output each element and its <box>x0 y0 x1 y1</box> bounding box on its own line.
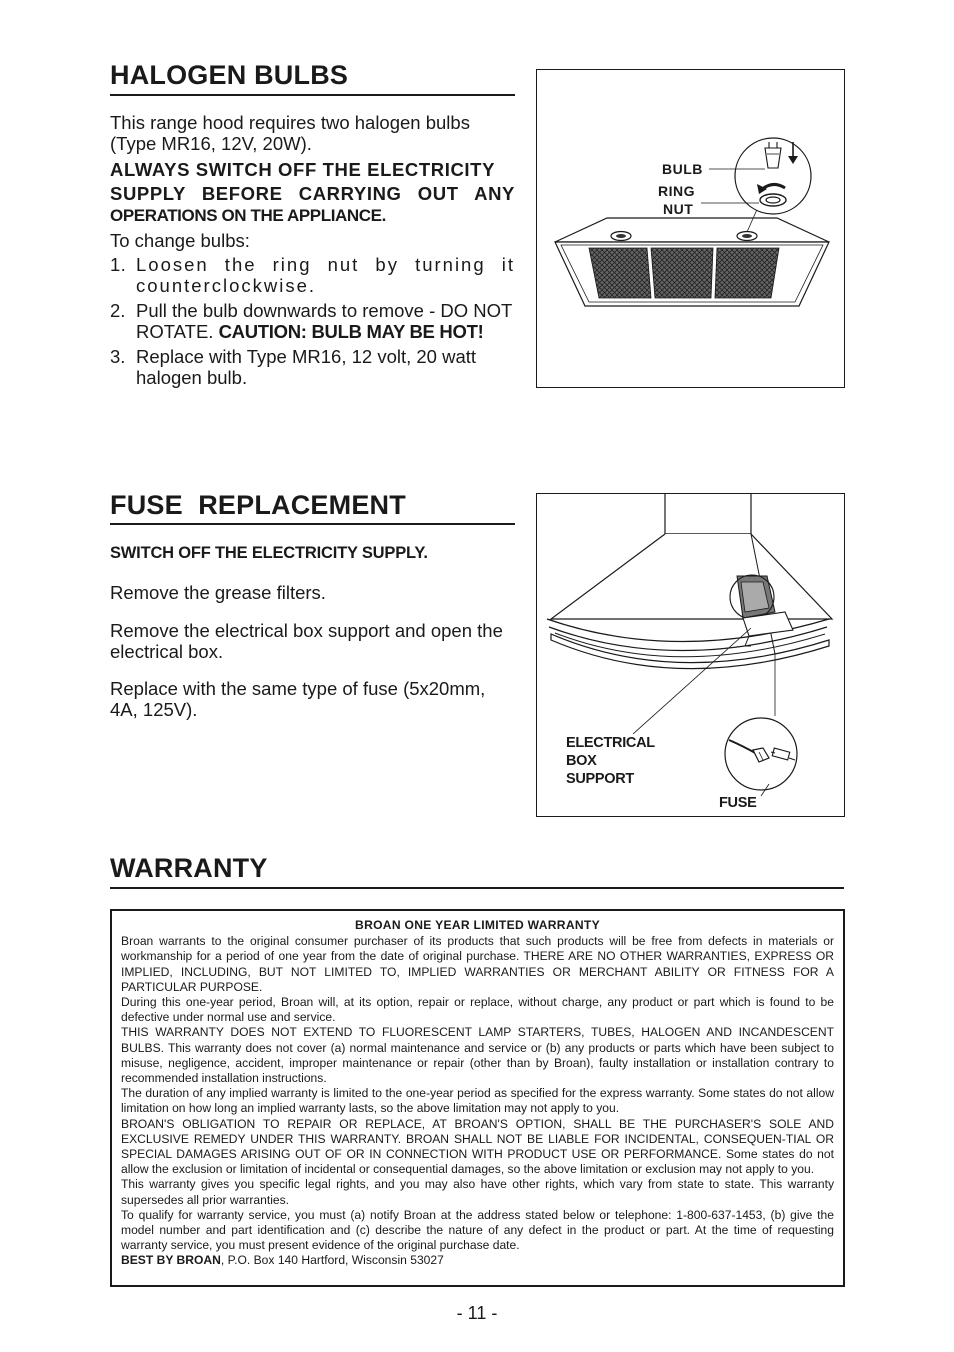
warranty-address <box>121 1253 834 1268</box>
warranty-title-rule <box>110 887 844 889</box>
fuse-para-1: Remove the grease filters. <box>110 582 326 603</box>
fuse-switch-off: SWITCH OFF THE ELECTRICITY SUPPLY. <box>110 544 428 562</box>
halogen-figure <box>536 69 845 388</box>
warranty-paragraph: This warranty gives you specific legal rights, and you may also have other rights, which vary from state to state. This warranty supersedes all prior warranties. <box>121 1177 834 1207</box>
halogen-step-2: 2. Pull the bulb downwards to remove - DO NOT ROTATE. CAUTION: BULB MAY BE HOT! <box>110 300 512 342</box>
fuse-figure <box>536 493 845 817</box>
figure-label-support: SUPPORT <box>566 771 634 787</box>
warranty-address-brand: BEST BY BROAN <box>121 1253 221 1268</box>
figure-label-electrical: ELECTRICAL <box>566 735 655 751</box>
warranty-paragraph: To qualify for warranty service, you must (a) notify Broan at the address stated below or telephone: 1-800-637-1453, (b) give the model number and part identification and (c) describe the nature of any defect in the product or part. At the time of requesting warranty service, you must present evidence of the original purchase date. <box>121 1207 834 1253</box>
halogen-warning-line2: SUPPLY BEFORE CARRYING OUT ANY <box>110 183 515 204</box>
warranty-box-title: BROAN ONE YEAR LIMITED WARRANTY <box>355 918 600 932</box>
range-hood-bulb-illustration <box>537 70 844 387</box>
warranty-paragraph: Broan warrants to the original consumer purchaser of its products that such products will be free from defects in materials or workmanship for a period of one year from the date of original purchase. THERE ARE NO OTHER WARRANTIES, EXPRESS OR IMPLIED, INCLUDING, BUT NOT LIMITED TO, IMPLIED WARRANTIES OR MERCHANT ABILITY OR FITNESS FOR A PARTICULAR PURPOSE. <box>121 934 834 994</box>
halogen-warning-line3: OPERATIONS ON THE APPLIANCE. <box>110 206 386 225</box>
warranty-box <box>110 909 845 1287</box>
figure-label-bulb: BULB <box>662 161 703 177</box>
figure-label-nut: NUT <box>663 201 694 217</box>
warranty-paragraph: During this one-year period, Broan will, at its option, repair or replace, without charge, any product or part which is found to be defective under normal use and service. <box>121 995 834 1025</box>
halogen-content <box>110 112 515 388</box>
halogen-to-change: To change bulbs: <box>110 230 250 251</box>
warranty-paragraph: The duration of any implied warranty is limited to the one-year period as specified for the express warranty. Some states do not allow limitation on how long an implied warranty lasts, so the above limitation may not apply to you. <box>121 1086 834 1116</box>
halogen-step-1: 1. Loosen the ring nut by turning it counterclockwise. <box>110 254 515 296</box>
fuse-para-2: Remove the electrical box support and open the electrical box. <box>110 620 503 662</box>
halogen-step-3: 3. Replace with Type MR16, 12 volt, 20 watt halogen bulb. <box>110 346 477 388</box>
fuse-content <box>110 543 515 720</box>
figure-label-box: BOX <box>566 753 597 769</box>
warranty-title: WARRANTY <box>110 853 268 883</box>
page-number: - 11 - <box>456 1303 498 1323</box>
warranty-paragraph: BROAN'S OBLIGATION TO REPAIR OR REPLACE, AT BROAN'S OPTION, SHALL BE THE PURCHASER'S SOLE AND EXCLUSIVE REMEDY UNDER THIS WARRANTY. BROAN SHALL NOT BE LIABLE FOR INCIDENTAL, CONSEQUEN-TIAL OR SPECIAL DAMAGES ARISING OUT OF OR IN CONNECTION WITH PRODUCT USE OR PERFORMANCE. Some states do not allow the exclusion or limitation of incidental or consequential damages, so the above limitation or exclusion may not apply to you. <box>121 1116 834 1177</box>
figure-label-ring: RING <box>658 183 695 199</box>
fuse-title: FUSE REPLACEMENT <box>110 490 406 520</box>
halogen-title: HALOGEN BULBS <box>110 60 349 90</box>
halogen-intro: This range hood requires two halogen bulbs (Type MR16, 12V, 20W). <box>110 112 470 154</box>
fuse-para-3: Replace with the same type of fuse (5x20mm, 4A, 125V). <box>110 678 486 720</box>
fuse-title-rule <box>110 523 515 525</box>
figure-label-fuse: FUSE <box>719 795 757 811</box>
warranty-address-text: , P.O. Box 140 Hartford, Wisconsin 53027 <box>220 1253 444 1268</box>
halogen-warning-line1: ALWAYS SWITCH OFF THE ELECTRICITY <box>110 159 496 180</box>
halogen-title-rule <box>110 94 515 96</box>
warranty-paragraph: THIS WARRANTY DOES NOT EXTEND TO FLUORESCENT LAMP STARTERS, TUBES, HALOGEN AND INCANDESCENT BULBS. This warranty does not cover (a) normal maintenance and service or (b) any products or parts which have been subject to misuse, negligence, accident, improper maintenance or repair (other than by Broan), faulty installation or installation contrary to recommended installation instructions. <box>121 1025 834 1086</box>
